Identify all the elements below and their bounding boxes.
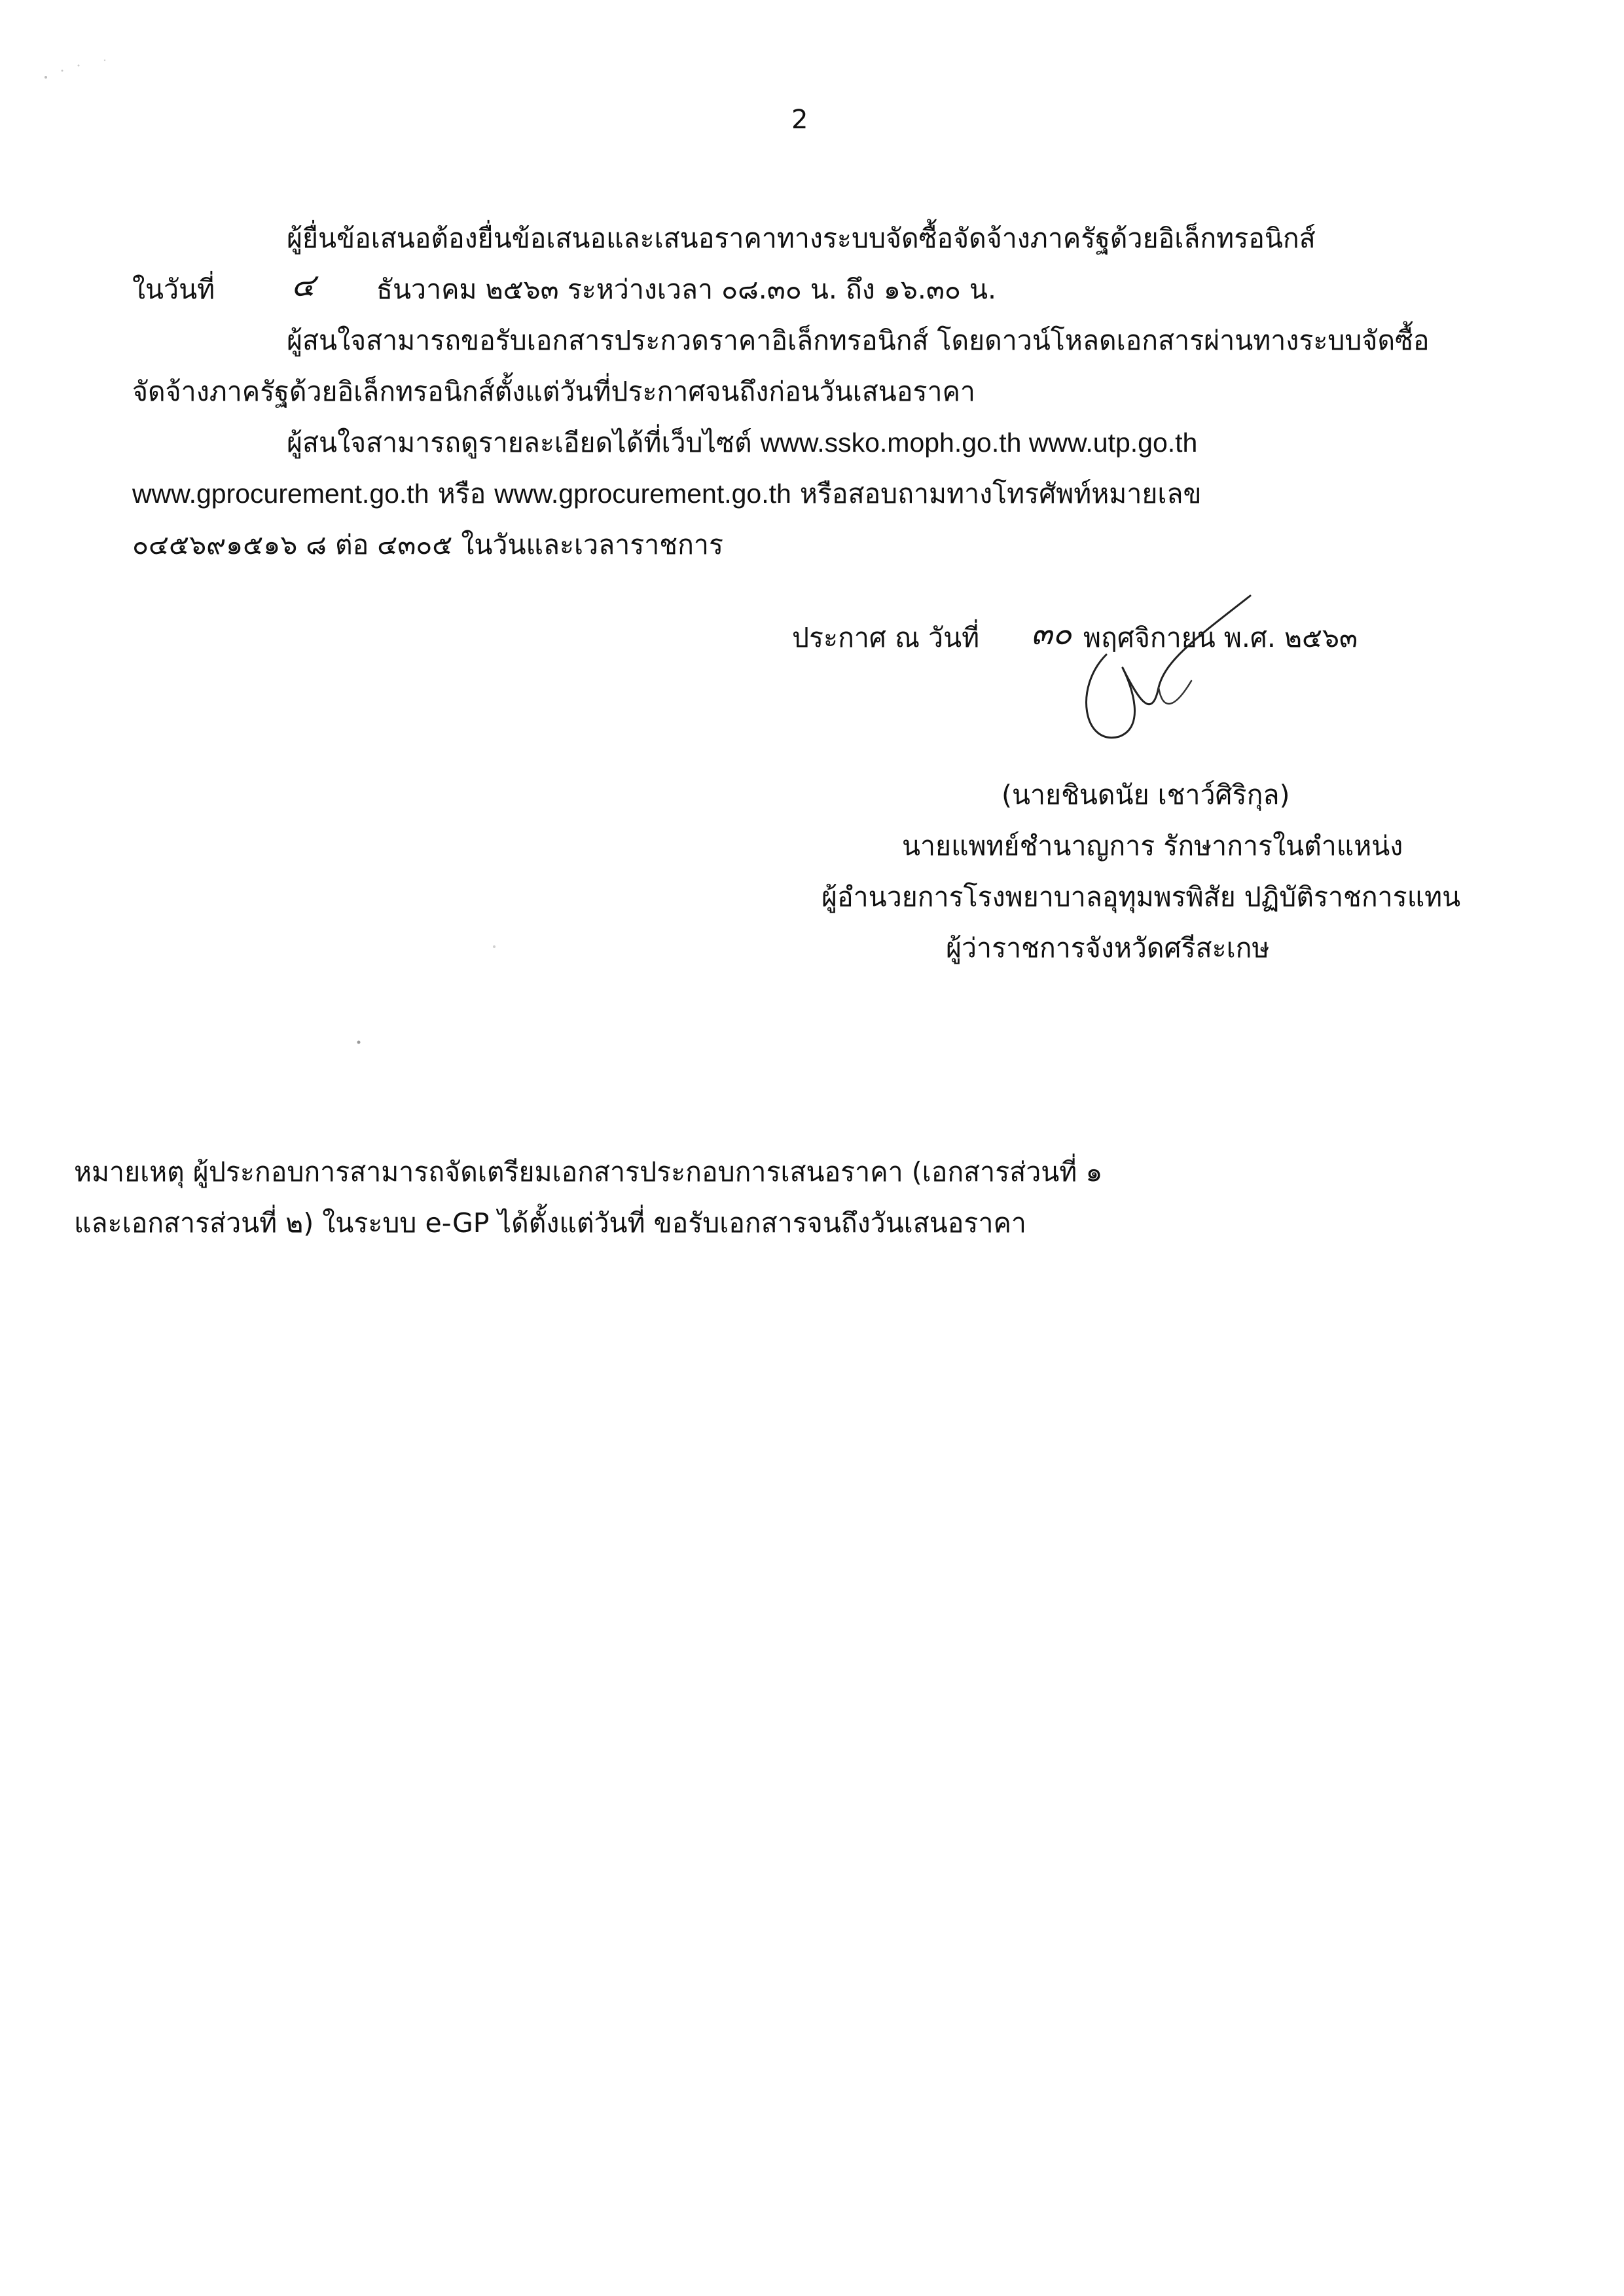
announcement-day-handwritten: ๓๐ xyxy=(1031,615,1072,652)
page-number: 2 xyxy=(791,105,808,135)
note-line1: หมายเหตุ ผู้ประกอบการสามารถจัดเตรียมเอกสารประกอบการเสนอราคา (เอกสารส่วนที่ ๑ xyxy=(74,1156,1103,1188)
para1-line2-prefix: ในวันที่ xyxy=(132,274,215,305)
signatory-position-line2: ผู้อำนวยการโรงพยาบาลอุทุมพรพิสัย ปฏิบัติราชการแทน xyxy=(821,881,1461,913)
para1-day-handwritten: ๔ xyxy=(291,267,316,304)
para3-line1 xyxy=(287,424,1197,461)
para2-line1: ผู้สนใจสามารถขอรับเอกสารประกวดราคาอิเล็กทรอนิกส์ โดยดาวน์โหลดเอกสารผ่านทางระบบจัดซื้อ xyxy=(287,325,1430,356)
signatory-position-line3: ผู้ว่าราชการจังหวัดศรีสะเกษ xyxy=(946,932,1270,964)
signatory-name: (นายชินดนัย เชาว์ศิริกุล) xyxy=(1001,779,1290,811)
para2-line2: จัดจ้างภาครัฐด้วยอิเล็กทรอนิกส์ตั้งแต่วันที่ประกาศจนถึงก่อนวันเสนอราคา xyxy=(132,376,975,407)
para3-line3: ๐๔๕๖๙๑๕๑๖ ๘ ต่อ ๔๓๐๕ ในวันและเวลาราชการ xyxy=(132,529,723,560)
signature xyxy=(1060,589,1257,786)
signatory-position-line1: นายแพทย์ชำนาญการ รักษาการในตำแหน่ง xyxy=(902,830,1403,862)
website-urls: www.ssko.moph.go.th www.utp.go.th xyxy=(760,428,1198,458)
announcement-prefix: ประกาศ ณ วันที่ xyxy=(792,622,980,653)
announcement-month-year: พฤศจิกายน พ.ศ. ๒๕๖๓ xyxy=(1083,622,1358,653)
para3-line2-rest: หรือสอบถามทางโทรศัพท์หมายเลข xyxy=(799,478,1202,509)
para1-line1: ผู้ยื่นข้อเสนอต้องยื่นข้อเสนอและเสนอราคาทางระบบจัดซื้อจัดจ้างภาครัฐด้วยอิเล็กทรอนิกส์ xyxy=(287,223,1316,254)
para1-line2-rest: ธันวาคม ๒๕๖๓ ระหว่างเวลา ๐๘.๓๐ น. ถึง ๑๖.๓๐ น. xyxy=(376,274,997,305)
website-url-1: www.gprocurement.go.th xyxy=(132,479,429,509)
website-url-2: www.gprocurement.go.th xyxy=(494,479,791,509)
para3-line2 xyxy=(132,475,1202,512)
para3-line1-text: ผู้สนใจสามารถดูรายละเอียดได้ที่เว็บไซต์ xyxy=(287,427,752,458)
or-word: หรือ xyxy=(437,478,486,509)
note-line2: และเอกสารส่วนที่ ๒) ในระบบ e-GP ได้ตั้งแต่วันที่ ขอรับเอกสารจนถึงวันเสนอราคา xyxy=(74,1207,1026,1239)
